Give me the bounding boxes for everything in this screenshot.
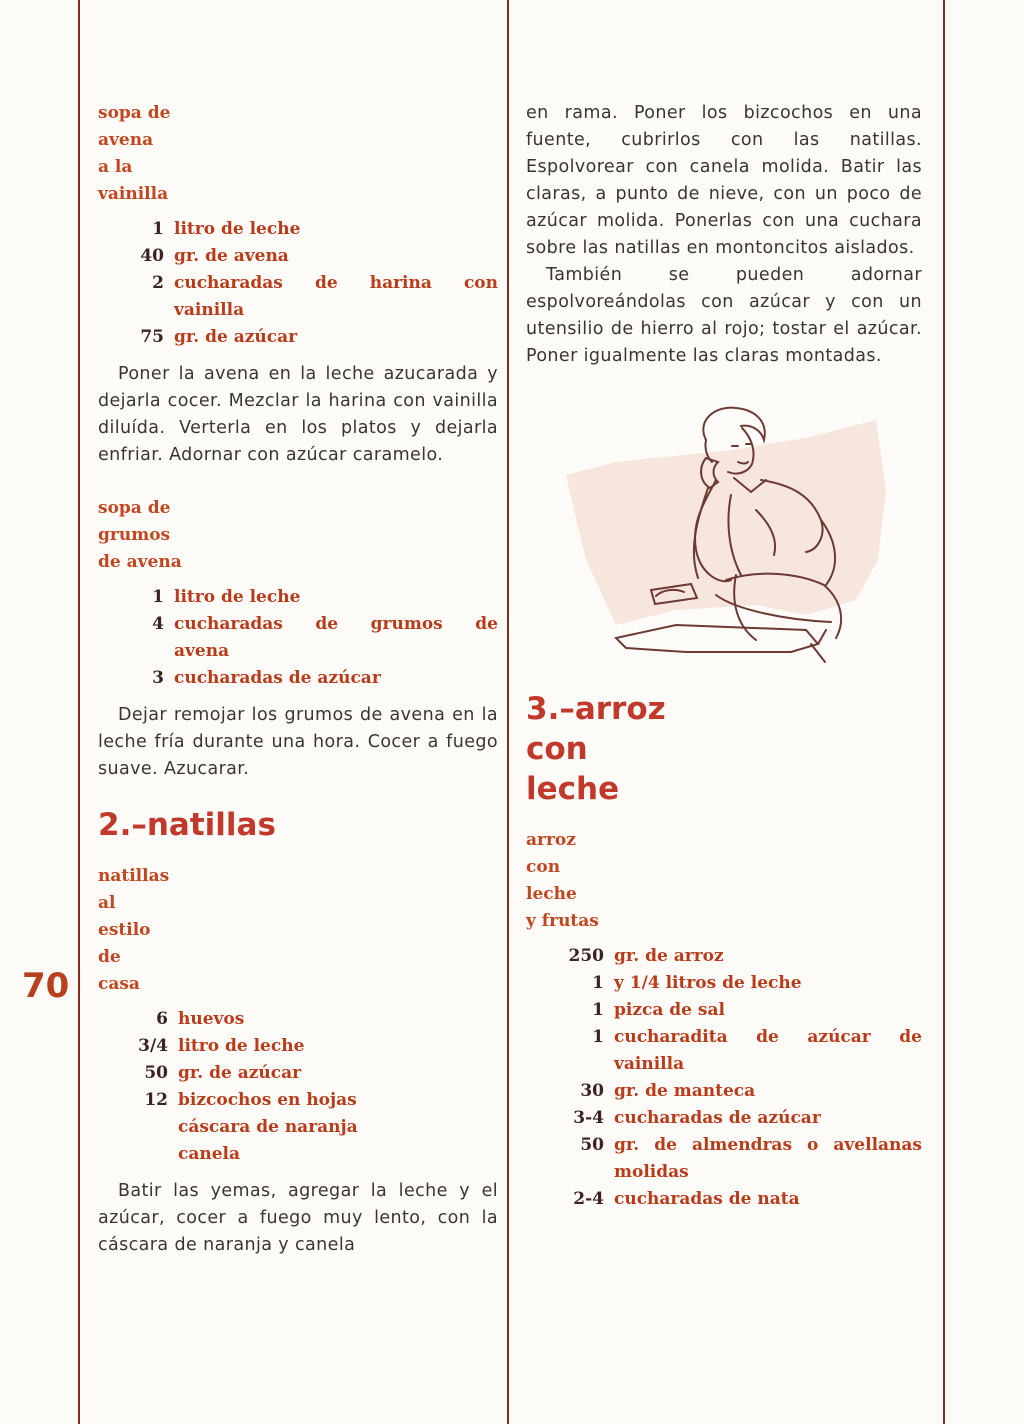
ingredient-text: pizca de sal	[614, 1000, 725, 1020]
ingredient-text: cucharadas de azúcar	[174, 668, 381, 688]
ingredient-qty	[526, 1051, 614, 1078]
ingredient-text: y 1/4 litros de leche	[614, 973, 802, 993]
ingredient-qty: 2	[152, 273, 164, 293]
ingredient-row	[86, 638, 498, 665]
ingredient-text: litro de leche	[174, 219, 301, 239]
ingredient-row	[90, 1033, 498, 1060]
recipe-instructions: Poner la avena en la leche azucarada y dejarla cocer. Mezclar la harina con vainilla diluída. Verterla en los platos y dejarla enfriar. Adornar con azúcar caramelo.	[98, 364, 498, 465]
recipe-title-line: sopa de	[98, 103, 171, 123]
ingredient-qty: 50	[580, 1135, 604, 1155]
page-number: 70	[22, 966, 70, 1006]
right-column-rule	[943, 0, 945, 1424]
ingredient-row	[86, 270, 498, 297]
recipe-title-line: vainilla	[98, 184, 169, 204]
recipe-title-line: a la	[98, 157, 133, 177]
ingredient-text: litro de leche	[178, 1036, 305, 1056]
recipe-title-line: con	[526, 857, 561, 877]
ingredient-row	[86, 243, 498, 270]
ingredient-row	[86, 297, 498, 324]
ingredient-row	[90, 1087, 498, 1114]
ingredient-row	[90, 1060, 498, 1087]
ingredient-list	[526, 943, 922, 1213]
recipe-title-line: avena	[98, 130, 154, 150]
ingredient-text: cucharadas de harina con	[174, 273, 498, 293]
chapter-heading-line: 3.–arroz	[526, 691, 666, 727]
ingredient-text: molidas	[614, 1162, 689, 1182]
ingredient-qty: 3-4	[573, 1108, 604, 1128]
ingredient-row	[526, 1078, 922, 1105]
recipe-title-line: de avena	[98, 552, 182, 572]
recipe-title-line: grumos	[98, 525, 171, 545]
ingredient-qty: 75	[140, 327, 164, 347]
ingredient-qty: 12	[144, 1090, 168, 1110]
ingredient-row	[90, 1114, 498, 1141]
ingredient-qty: 1	[592, 1000, 604, 1020]
ingredient-text: gr. de azúcar	[174, 327, 298, 347]
ingredient-qty	[90, 1114, 178, 1141]
ingredient-row	[90, 1141, 498, 1168]
ingredient-text: vainilla	[614, 1054, 685, 1074]
ingredient-text: cucharadas de grumos de	[174, 614, 498, 634]
ingredient-text: gr. de almendras o avellanas	[614, 1135, 922, 1155]
ingredient-row	[526, 1024, 922, 1051]
ingredient-text: cáscara de naranja	[178, 1117, 358, 1137]
ingredient-row	[86, 216, 498, 243]
ingredient-row	[526, 1186, 922, 1213]
ingredient-qty: 1	[152, 219, 164, 239]
ingredient-row	[90, 1006, 498, 1033]
recipe-title-line: al	[98, 893, 116, 913]
ingredient-row	[86, 611, 498, 638]
recipe-instructions-continued: También se pueden adornar espolvoreándolas con azúcar y con un utensilio de hierro al rojo; tostar el azúcar. Poner igualmente las claras montadas.	[526, 265, 922, 366]
ingredient-text: cucharadas de azúcar	[614, 1108, 821, 1128]
ingredient-qty: 50	[144, 1063, 168, 1083]
ingredient-text: cucharadita de azúcar de	[614, 1027, 922, 1047]
ingredient-qty: 6	[156, 1009, 168, 1029]
recipe-title-line: sopa de	[98, 498, 171, 518]
ingredient-text: litro de leche	[174, 587, 301, 607]
ingredient-text: canela	[178, 1144, 241, 1164]
recipe-title-sopa-grumos-avena	[98, 495, 498, 576]
ingredient-qty: 30	[580, 1081, 604, 1101]
ingredient-qty: 3/4	[138, 1036, 168, 1056]
ingredient-list	[90, 1006, 498, 1168]
ingredient-text: cucharadas de nata	[614, 1189, 800, 1209]
ingredient-row	[526, 1132, 922, 1159]
ingredient-list	[86, 584, 498, 692]
left-column	[98, 100, 498, 1259]
ingredient-qty	[90, 1141, 178, 1168]
ingredient-text: gr. de manteca	[614, 1081, 756, 1101]
ingredient-row	[86, 584, 498, 611]
recipe-title-line: natillas	[98, 866, 170, 886]
chapter-heading-arroz-con-leche	[526, 689, 922, 809]
ingredient-text: bizcochos en hojas	[178, 1090, 357, 1110]
recipe-instructions-continued: en rama. Poner los bizcochos en una fuente, cubrirlos con las natillas. Espolvorear con canela molida. Batir las claras, a punto de nieve, con un poco de azúcar molida. Ponerlas con una cuchara sobre las natillas en montoncitos aislados.	[526, 103, 922, 258]
recipe-title-natillas-estilo-casa	[98, 863, 498, 998]
ingredient-row	[86, 665, 498, 692]
ingredient-list	[86, 216, 498, 351]
ingredient-row	[526, 970, 922, 997]
woman-on-telephone-illustration	[556, 400, 896, 675]
ingredient-text: gr. de avena	[174, 246, 289, 266]
recipe-title-line: estilo	[98, 920, 151, 940]
ingredient-row	[526, 1051, 922, 1078]
ingredient-row	[526, 1105, 922, 1132]
recipe-title-sopa-avena-vainilla	[98, 100, 498, 208]
ingredient-qty: 1	[592, 1027, 604, 1047]
ingredient-qty: 2-4	[573, 1189, 604, 1209]
recipe-title-line: leche	[526, 884, 577, 904]
center-column-rule	[507, 0, 509, 1424]
chapter-heading-line: con	[526, 731, 588, 767]
ingredient-text: vainilla	[174, 300, 245, 320]
recipe-title-line: casa	[98, 974, 140, 994]
recipe-title-line: de	[98, 947, 121, 967]
ingredient-row	[526, 943, 922, 970]
ingredient-text: huevos	[178, 1009, 245, 1029]
ingredient-text: gr. de arroz	[614, 946, 724, 966]
ingredient-qty: 1	[592, 973, 604, 993]
recipe-title-line: y frutas	[526, 911, 599, 931]
chapter-heading-line: leche	[526, 771, 620, 807]
right-column	[526, 100, 922, 1223]
ingredient-row	[526, 997, 922, 1024]
recipe-instructions: Batir las yemas, agregar la leche y el azúcar, cocer a fuego muy lento, con la cáscara de naranja y canela	[98, 1181, 498, 1255]
ingredient-row	[526, 1159, 922, 1186]
ingredient-qty: 3	[152, 668, 164, 688]
ingredient-qty: 1	[152, 587, 164, 607]
chapter-heading: 2.–natillas	[98, 807, 276, 843]
ingredient-qty	[86, 297, 174, 324]
recipe-instructions: Dejar remojar los grumos de avena en la leche fría durante una hora. Cocer a fuego suave. Azucarar.	[98, 705, 498, 779]
left-column-rule	[78, 0, 80, 1424]
ingredient-qty: 4	[152, 614, 164, 634]
ingredient-qty	[526, 1159, 614, 1186]
ingredient-row	[86, 324, 498, 351]
ingredient-text: gr. de azúcar	[178, 1063, 302, 1083]
recipe-title-line: arroz	[526, 830, 576, 850]
recipe-title-arroz-con-leche-frutas	[526, 827, 922, 935]
ingredient-qty: 250	[568, 946, 604, 966]
ingredient-qty	[86, 638, 174, 665]
ingredient-text: avena	[174, 641, 230, 661]
ingredient-qty: 40	[140, 246, 164, 266]
